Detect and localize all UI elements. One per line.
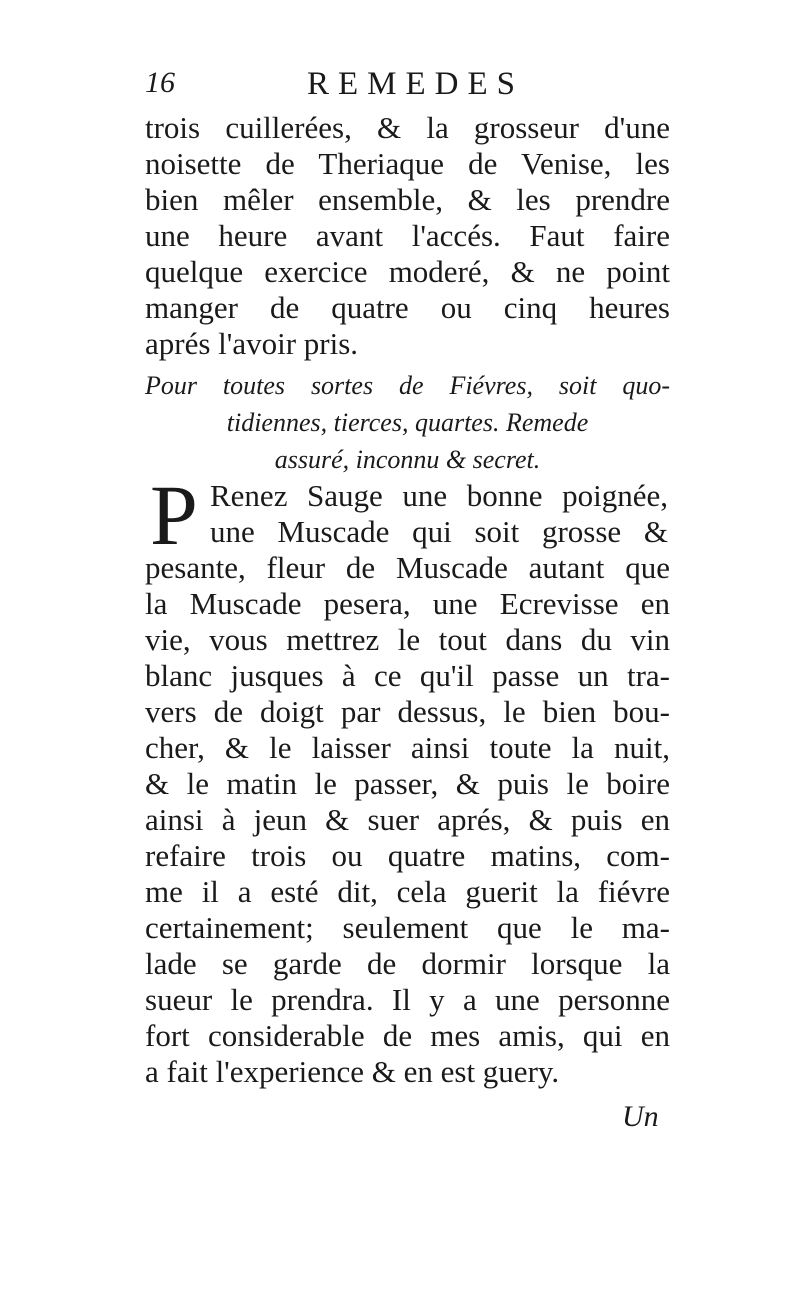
section-title-line: tidiennes, tierces, quartes. Remede [226,408,589,437]
text-line: refaire trois ou quatre matins, com- [145,838,670,873]
text-line: pesante, fleur de Muscade autant que [145,550,670,585]
text-line: & le matin le passer, & puis le boire [145,766,670,801]
text-line: la Muscade pesera, une Ecrevisse en [145,586,670,621]
text-line: sueur le prendra. Il y a une personne [145,982,670,1017]
text-line: Renez Sauge une bonne poignée, [210,478,668,513]
text-line: quelque exercice moderé, & ne point [145,254,670,289]
text-line: me il a esté dit, cela guerit la fiévre [145,874,670,909]
page-number: 16 [145,66,175,99]
text-line: une heure avant l'accés. Faut faire [145,218,670,253]
text-line: aprés l'avoir pris. [145,326,359,361]
text-line: ainsi à jeun & suer aprés, & puis en [145,802,670,837]
text-line: bien mêler ensemble, & les prendre [145,182,670,217]
text-line: une Muscade qui soit grosse & [210,514,668,549]
drop-cap: P [150,467,198,563]
text-line: cher, & le laisser ainsi toute la nuit, [145,730,670,765]
text-line: trois cuillerées, & la grosseur d'une [145,110,670,145]
text-line: certainement; seulement que le ma- [145,910,670,945]
section-title-line: assuré, inconnu & secret. [274,445,541,474]
text-line: manger de quatre ou cinq heures [145,290,670,325]
text-line: vie, vous mettrez le tout dans du vin [145,622,670,657]
catchword: Un [622,1100,659,1133]
text-line: blanc jusques à ce qu'il passe un tra- [145,658,670,693]
section-title-line: Pour toutes sortes de Fiévres, soit quo- [145,371,670,400]
text-line: lade se garde de dormir lorsque la [145,946,670,981]
text-line: noisette de Theriaque de Venise, les [145,146,670,181]
text-line: a fait l'experience & en est guery. [145,1054,560,1089]
page-header [145,66,675,110]
text-line: vers de doigt par dessus, le bien bou- [145,694,670,729]
text-line: fort considerable de mes amis, qui en [145,1018,670,1053]
running-head: REMEDES [307,66,525,102]
